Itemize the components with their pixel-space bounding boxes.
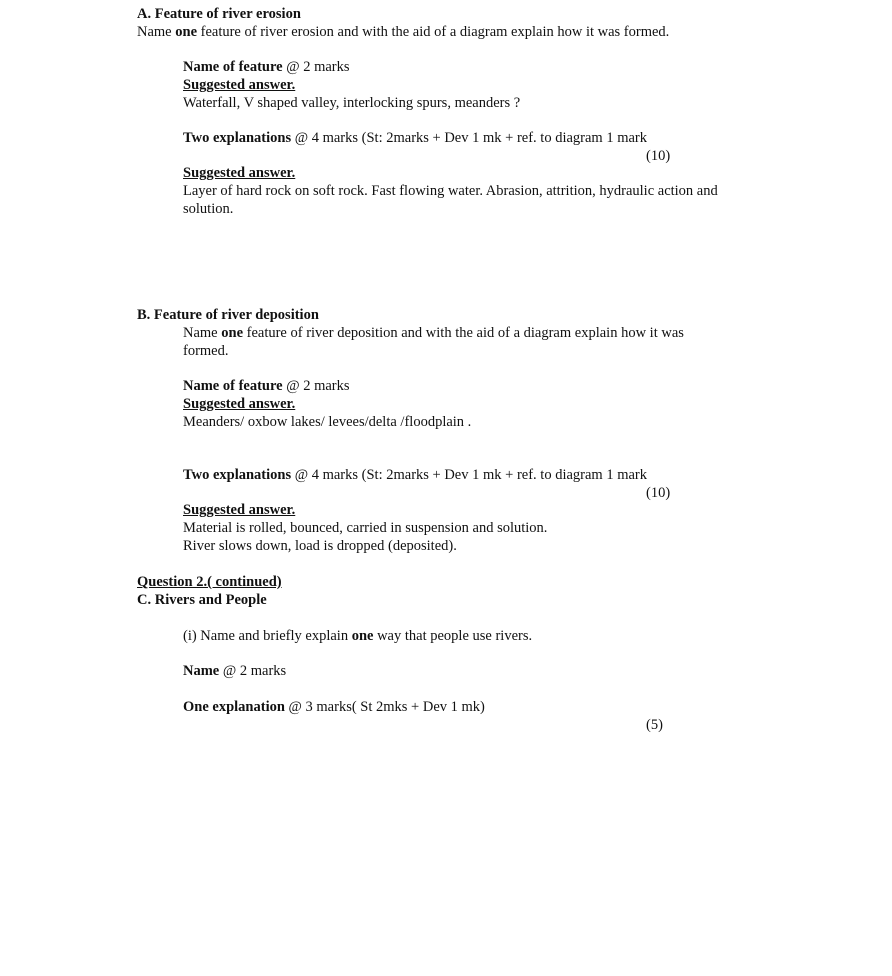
section-a-suggested-answer-2: Suggested answer. (183, 165, 296, 181)
question-text: way that people use rivers. (373, 628, 533, 644)
marks: @ 2 marks (219, 663, 287, 679)
section-b-total-marks: (10) (646, 485, 671, 501)
section-b-question-line-2: formed. (183, 343, 229, 359)
section-a-explanations (183, 129, 647, 147)
section-c-explanation (183, 698, 485, 716)
question-text: feature of river deposition and with the aid of a diagram explain how it was (243, 325, 684, 341)
question-text: Name (137, 24, 176, 40)
section-b-question-line-1 (183, 324, 684, 342)
section-a-answer-2-line-2: solution. (183, 201, 234, 217)
question-text: feature of river erosion and with the aid of a diagram explain how it was formed. (197, 24, 670, 40)
label: Two explanations (183, 130, 292, 146)
label: Name of feature (183, 59, 283, 75)
label: Two explanations (183, 467, 292, 483)
section-a-answer-2-line-1: Layer of hard rock on soft rock. Fast flowing water. Abrasion, attrition, hydraulic action and (183, 183, 718, 199)
label: One explanation (183, 699, 285, 715)
section-b-heading: B. Feature of river deposition (137, 307, 319, 323)
section-c-total-marks: (5) (646, 717, 663, 733)
marks: @ 2 marks (282, 378, 350, 394)
section-b-suggested-answer-1: Suggested answer. (183, 396, 296, 412)
section-b-explanations (183, 466, 647, 484)
question-emphasis: one (351, 628, 374, 644)
marks: @ 4 marks (St: 2marks + Dev 1 mk + ref. to diagram 1 mark (291, 130, 647, 146)
section-a-heading: A. Feature of river erosion (137, 6, 301, 22)
section-c-name (183, 662, 286, 680)
question-emphasis: one (175, 24, 197, 40)
section-b-name-feature (183, 377, 350, 395)
question-text: Name (183, 325, 222, 341)
section-b-answer-2-line-1: Material is rolled, bounced, carried in suspension and solution. (183, 520, 548, 536)
label: Name (183, 663, 220, 679)
section-a-total-marks: (10) (646, 148, 671, 164)
section-c-heading: C. Rivers and People (137, 592, 267, 608)
question-continued-heading: Question 2.( continued) (137, 574, 282, 590)
section-a-name-feature (183, 58, 350, 76)
section-c-question (183, 627, 532, 645)
question-emphasis: one (221, 325, 243, 341)
section-a-question (137, 23, 669, 41)
marks: @ 4 marks (St: 2marks + Dev 1 mk + ref. to diagram 1 mark (291, 467, 647, 483)
section-a-answer-1: Waterfall, V shaped valley, interlocking spurs, meanders ? (183, 95, 521, 111)
marks: @ 3 marks( St 2mks + Dev 1 mk) (284, 699, 485, 715)
section-b-answer-1: Meanders/ oxbow lakes/ levees/delta /floodplain . (183, 414, 472, 430)
marks: @ 2 marks (282, 59, 350, 75)
section-b-answer-2-line-2: River slows down, load is dropped (deposited). (183, 538, 457, 554)
label: Name of feature (183, 378, 283, 394)
section-a-suggested-answer-1: Suggested answer. (183, 77, 296, 93)
question-text: (i) Name and briefly explain (183, 628, 352, 644)
section-b-suggested-answer-2: Suggested answer. (183, 502, 296, 518)
